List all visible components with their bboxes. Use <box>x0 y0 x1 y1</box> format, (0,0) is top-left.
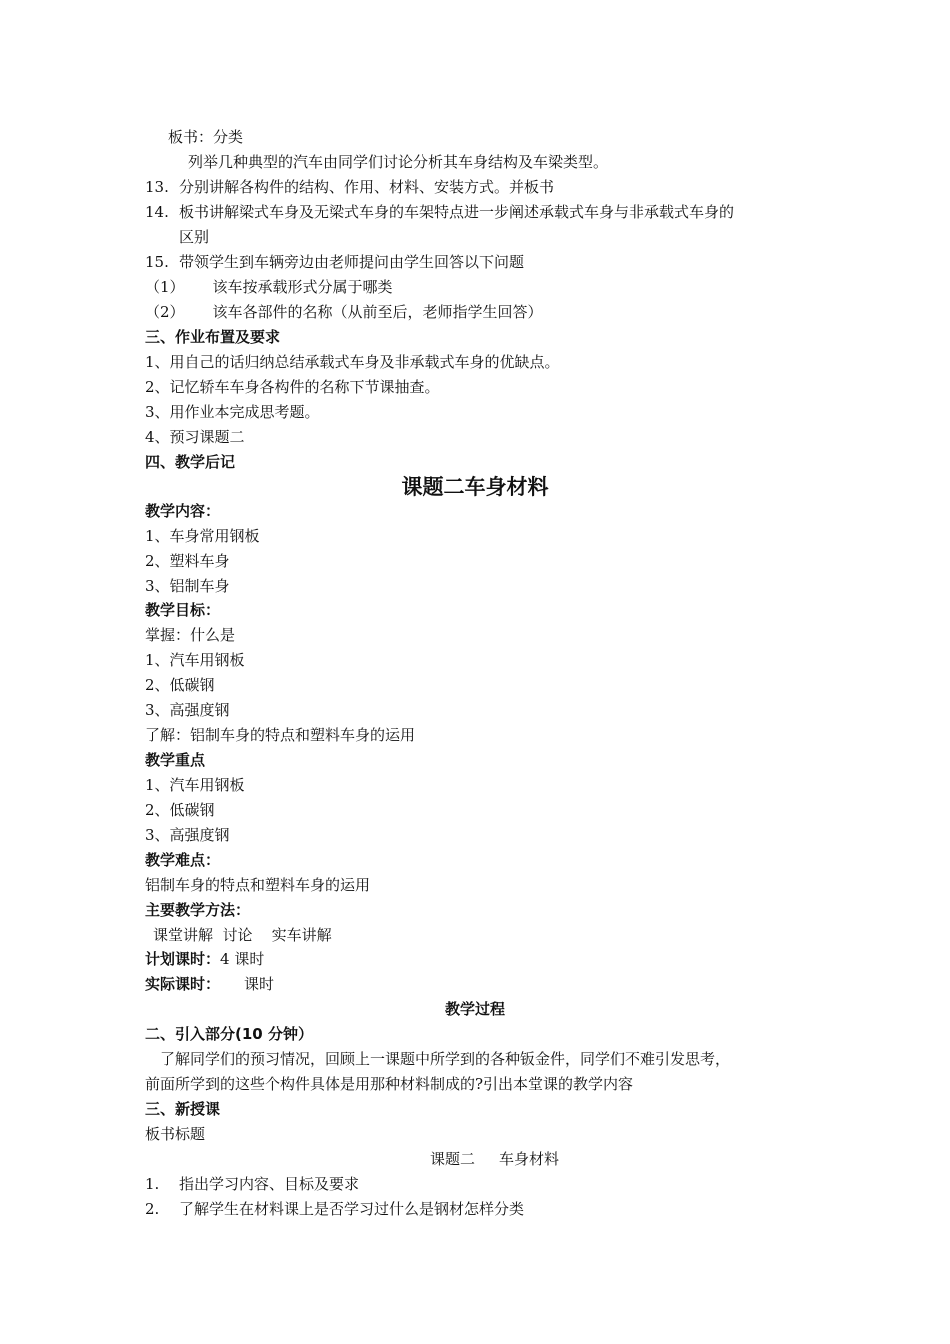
step-1 <box>145 1174 359 1194</box>
key-item-3: 3、高强度钢 <box>145 826 230 844</box>
plan-hours-label: 计划课时： <box>145 950 221 968</box>
item-13 <box>145 177 554 197</box>
goal-item-1: 1、汽车用钢板 <box>145 651 245 669</box>
question-1-number: （1） <box>145 278 185 296</box>
step-2 <box>145 1199 524 1219</box>
list-examples: 列举几种典型的汽车由同学们讨论分析其车身结构及车梁类型。 <box>188 153 609 171</box>
board-center-a: 课题二 <box>430 1150 476 1168</box>
item-13-text: 分别讲解各构件的结构、作用、材料、安装方式。并板书 <box>179 178 555 196</box>
question-2-number: （2） <box>145 303 185 321</box>
item-14-continued: 区别 <box>179 228 210 246</box>
question-2 <box>145 302 543 322</box>
homework-item-4: 4、预习课题二 <box>145 428 245 446</box>
actual-hours-value: 课时 <box>244 975 275 993</box>
question-1-text: 该车按承载形式分属于哪类 <box>212 278 393 296</box>
item-15-text: 带领学生到车辆旁边由老师提问由学生回答以下问题 <box>179 253 525 271</box>
goal-understand: 了解：铝制车身的特点和塑料车身的运用 <box>145 726 416 744</box>
goal-item-3: 3、高强度钢 <box>145 701 230 719</box>
content-item-3: 3、铝制车身 <box>145 577 230 595</box>
board-center-b: 车身材料 <box>499 1150 560 1168</box>
key-item-2: 2、低碳钢 <box>145 801 215 819</box>
plan-hours <box>145 949 264 969</box>
item-14-text: 板书讲解梁式车身及无梁式车身的车架特点进一步阐述承载式车身与非承载式车身的 <box>179 203 735 221</box>
item-13-number: 13. <box>145 178 169 196</box>
board-title-label: 板书标题 <box>145 1125 206 1143</box>
content-item-1: 1、车身常用钢板 <box>145 527 260 545</box>
question-2-text: 该车各部件的名称（从前至后，老师指学生回答） <box>212 303 543 321</box>
actual-hours-label: 实际课时： <box>145 975 221 993</box>
content-heading: 教学内容： <box>145 502 221 520</box>
question-1 <box>145 277 393 297</box>
item-14 <box>145 202 734 222</box>
homework-heading: 三、作业布置及要求 <box>145 328 281 346</box>
lesson-title: 课题二车身材料 <box>401 475 549 499</box>
step-1-number: 1. <box>145 1175 160 1193</box>
method-heading: 主要教学方法： <box>145 901 251 919</box>
goal-item-2: 2、低碳钢 <box>145 676 215 694</box>
intro-line-1: 了解同学们的预习情况，回顾上一课题中所学到的各种钣金件，同学们不难引发思考， <box>160 1050 731 1068</box>
plan-hours-value: 4 课时 <box>220 950 265 968</box>
actual-hours <box>145 974 274 994</box>
intro-line-2: 前面所学到的这些个构件具体是用那种材料制成的?引出本堂课的教学内容 <box>145 1075 634 1093</box>
content-item-2: 2、塑料车身 <box>145 552 230 570</box>
item-15-number: 15. <box>145 253 169 271</box>
new-lesson-heading: 三、新授课 <box>145 1100 221 1118</box>
step-2-number: 2. <box>145 1200 160 1218</box>
item-14-number: 14. <box>145 203 169 221</box>
homework-item-1: 1、用自己的话归纳总结承载式车身及非承载式车身的优缺点。 <box>145 353 560 371</box>
goal-heading: 教学目标： <box>145 601 221 619</box>
postscript-heading: 四、教学后记 <box>145 453 236 471</box>
method-text: 课堂讲解 讨论 实车讲解 <box>153 926 332 944</box>
board-center-title <box>430 1149 559 1169</box>
item-15 <box>145 252 524 272</box>
board-classify: 板书：分类 <box>168 128 244 146</box>
goal-master: 掌握：什么是 <box>145 626 236 644</box>
difficulty-text: 铝制车身的特点和塑料车身的运用 <box>145 876 371 894</box>
key-item-1: 1、汽车用钢板 <box>145 776 245 794</box>
homework-item-3: 3、用作业本完成思考题。 <box>145 403 320 421</box>
key-heading: 教学重点 <box>145 751 206 769</box>
step-1-text: 指出学习内容、目标及要求 <box>179 1175 360 1193</box>
process-heading: 教学过程 <box>444 1000 505 1018</box>
intro-heading: 二、引入部分(10 分钟） <box>145 1025 313 1043</box>
step-2-text: 了解学生在材料课上是否学习过什么是钢材怎样分类 <box>179 1200 525 1218</box>
homework-item-2: 2、记忆轿车车身各构件的名称下节课抽查。 <box>145 378 440 396</box>
difficulty-heading: 教学难点： <box>145 851 221 869</box>
